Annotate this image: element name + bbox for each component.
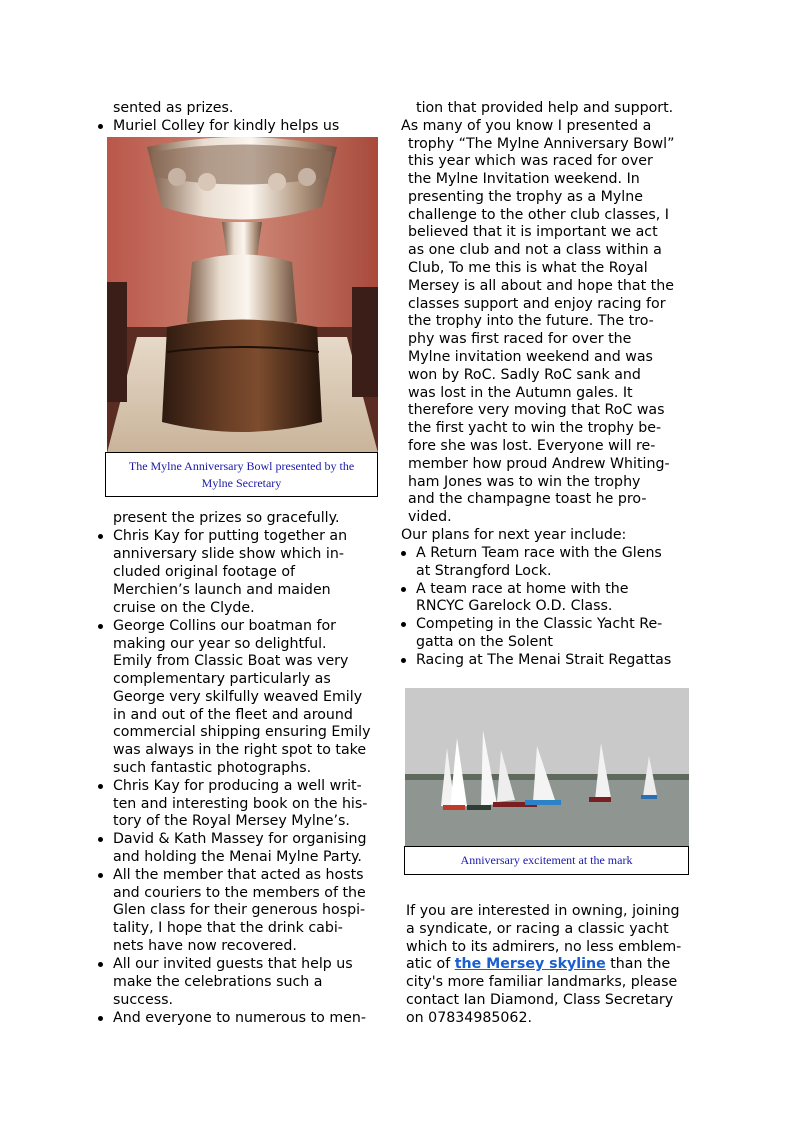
list-item-line: All the member that acted as hosts	[113, 867, 364, 883]
list-item-line: cluded original footage of	[113, 564, 296, 580]
bullet-marker	[401, 622, 406, 627]
text-line: won by RoC. Sadly RoC sank and	[408, 367, 641, 383]
list-item-line: tory of the Royal Mersey Mylne’s.	[113, 813, 350, 829]
plans-heading: Our plans for next year include:	[401, 527, 627, 543]
bullet-marker	[98, 534, 103, 539]
list-item-line: cruise on the Clyde.	[113, 600, 255, 616]
text-line: and the champagne toast he pro-	[408, 491, 647, 507]
list-item-line: nets have now recovered.	[113, 938, 297, 954]
text-line: city's more familiar landmarks, please	[406, 974, 678, 990]
text-line: as one club and not a class within a	[408, 242, 662, 258]
text-line: presenting the trophy as a Mylne	[408, 189, 643, 205]
yacht-photo	[405, 688, 689, 847]
list-item-line: Competing in the Classic Yacht Re-	[416, 616, 663, 632]
link-suffix: than the	[605, 956, 671, 972]
text-line: classes support and enjoy racing for	[408, 296, 666, 312]
list-item-line: and holding the Menai Mylne Party.	[113, 849, 362, 865]
list-item-line: make the celebrations such a	[113, 974, 323, 990]
text-line: was lost in the Autumn gales. It	[408, 385, 633, 401]
list-item-line: was always in the right spot to take	[113, 742, 367, 758]
text-line: vided.	[408, 509, 452, 525]
text-line: which to its admirers, no less emblem-	[406, 939, 682, 955]
list-item-line: A Return Team race with the Glens	[416, 545, 662, 561]
bowl-caption	[105, 452, 378, 497]
bullet-marker	[401, 551, 406, 556]
text-line: present the prizes so gracefully.	[113, 510, 340, 526]
list-item-line: commercial shipping ensuring Emily	[113, 724, 371, 740]
text-line: Mersey is all about and hope that the	[408, 278, 674, 294]
text-line: believed that it is important we act	[408, 224, 658, 240]
list-item-line: Emily from Classic Boat was very	[113, 653, 349, 669]
text-line: this year which was raced for over	[408, 153, 653, 169]
text-line: contact Ian Diamond, Class Secretary	[406, 992, 674, 1008]
text-line: member how proud Andrew Whiting-	[408, 456, 670, 472]
list-item-line: RNCYC Garelock O.D. Class.	[416, 598, 613, 614]
list-item-line: gatta on the Solent	[416, 634, 553, 650]
list-item-line: in and out of the fleet and around	[113, 707, 353, 723]
list-item-line: David & Kath Massey for organising	[113, 831, 367, 847]
bullet-marker	[98, 873, 103, 878]
list-item-line: Chris Kay for putting together an	[113, 528, 348, 544]
caption-line: Anniversary excitement at the mark	[460, 853, 633, 867]
list-item-line: Merchien’s launch and maiden	[113, 582, 331, 598]
caption-line: Mylne Secretary	[201, 476, 282, 490]
text-line: Mylne invitation weekend and was	[408, 349, 653, 365]
list-item-line: ten and interesting book on the his-	[113, 796, 368, 812]
text-line: trophy “The Mylne Anniversary Bowl”	[408, 136, 675, 152]
list-item-line: Racing at The Menai Strait Regattas	[416, 652, 672, 668]
bullet-marker	[98, 1016, 103, 1021]
bullet-marker	[98, 124, 103, 129]
list-item-line: And everyone to numerous to men-	[113, 1010, 366, 1026]
list-item-line: George very skilfully weaved Emily	[113, 689, 363, 705]
text-line: tion that provided help and support.	[416, 100, 674, 116]
list-item-line: complementary particularly as	[113, 671, 331, 687]
text-line: sented as prizes.	[113, 100, 234, 116]
yacht-caption	[404, 846, 689, 875]
list-item-line: All our invited guests that help us	[113, 956, 353, 972]
link-prefix: atic of	[406, 956, 455, 972]
bowl-image	[107, 137, 378, 453]
list-item-line: Chris Kay for producing a well writ-	[113, 778, 362, 794]
contact-link-line	[406, 955, 670, 973]
text-line: on 07834985062.	[406, 1010, 532, 1026]
text-line: ham Jones was to win the trophy	[408, 474, 641, 490]
text-line: Club, To me this is what the Royal	[408, 260, 648, 276]
bowl-photo	[107, 137, 378, 453]
text-line: the Mylne Invitation weekend. In	[408, 171, 640, 187]
text-line: Muriel Colley for kindly helps us	[113, 118, 340, 134]
list-item-line: George Collins our boatman for	[113, 618, 337, 634]
mersey-skyline-link[interactable]: the Mersey skyline	[454, 956, 606, 972]
list-item-line: A team race at home with the	[416, 581, 629, 597]
text-line: fore she was lost. Everyone will re-	[408, 438, 656, 454]
list-item-line: and couriers to the members of the	[113, 885, 366, 901]
list-item-line: anniversary slide show which in-	[113, 546, 344, 562]
list-item-line: tality, I hope that the drink cabi-	[113, 920, 343, 936]
caption-line: The Mylne Anniversary Bowl presented by the	[128, 459, 355, 473]
text-line: challenge to the other club classes, I	[408, 207, 669, 223]
bullet-marker	[98, 624, 103, 629]
list-item-line: success.	[113, 992, 174, 1008]
text-line: therefore very moving that RoC was	[408, 402, 665, 418]
text-line: If you are interested in owning, joining	[406, 903, 680, 919]
text-line: phy was first raced for over the	[408, 331, 632, 347]
list-item-line: at Strangford Lock.	[416, 563, 552, 579]
list-item-line: such fantastic photographs.	[113, 760, 312, 776]
text-line: the first yacht to win the trophy be-	[408, 420, 662, 436]
yacht-image	[405, 688, 689, 847]
text-line: the trophy into the future. The tro-	[408, 313, 654, 329]
list-item-line: Glen class for their generous hospi-	[113, 902, 366, 918]
text-line: As many of you know I presented a	[401, 118, 652, 134]
bullet-marker	[98, 784, 103, 789]
bullet-marker	[401, 587, 406, 592]
list-item-line: making our year so delightful.	[113, 636, 327, 652]
text-line: a syndicate, or racing a classic yacht	[406, 921, 669, 937]
bullet-marker	[98, 962, 103, 967]
bullet-marker	[98, 837, 103, 842]
bullet-marker	[401, 658, 406, 663]
